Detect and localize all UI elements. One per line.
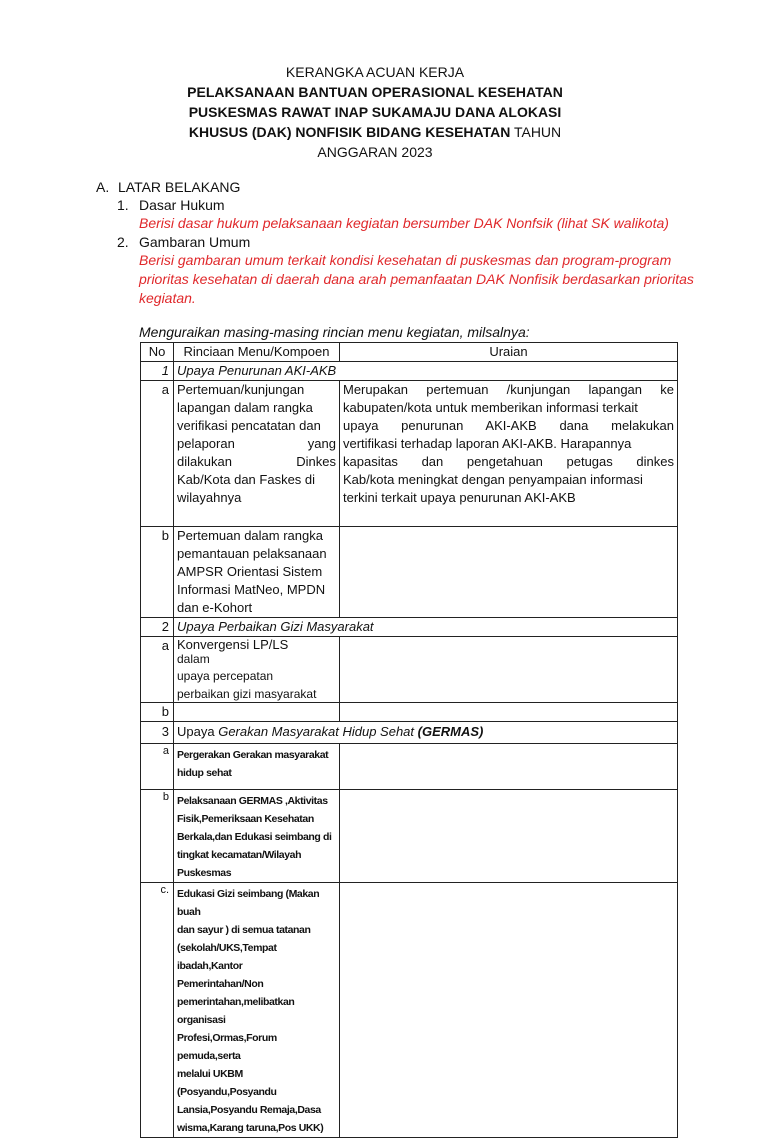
row-3b-menu-line: tingkat kecamatan/Wilayah — [177, 849, 302, 861]
row-3a-menu-line: Pergerakan Gerakan masyarakat — [177, 749, 329, 761]
row-1a-menu-line: Pertemuan/kunjungan — [177, 382, 305, 397]
table-row — [141, 381, 678, 527]
table-row — [141, 703, 678, 722]
row-1a-uraian-line: Merupakan pertemuan /kunjungan lapangan ke — [343, 382, 674, 397]
row-2b-number: b — [141, 703, 174, 722]
row-2a-menu-line: Konvergensi LP/LS — [177, 637, 289, 652]
row-2a-number: a — [141, 637, 174, 703]
title-line-4-bold: KHUSUS (DAK) NONFISIK BIDANG KESEHATAN — [188, 124, 511, 140]
header-no: No — [141, 343, 174, 362]
group-1-title: Upaya Penurunan AKI-AKB — [174, 362, 678, 381]
title-line-3: PUSKESMAS RAWAT INAP SUKAMAJU DANA ALOKASI — [188, 104, 562, 120]
row-3a-uraian — [340, 744, 678, 790]
row-2a-menu-line: upaya percepatan — [177, 669, 274, 683]
row-1b-menu-line: Informasi MatNeo, MPDN — [177, 582, 326, 597]
group-row-3 — [141, 722, 678, 744]
section-a-label: A. — [96, 179, 110, 195]
table-intro: Menguraikan masing-masing rincian menu kegiatan, milsalnya: — [139, 324, 530, 340]
item-2-note-line-2: prioritas kesehatan di daerah dana arah pemanfaatan DAK Nonfisik berdasarkan prioritas — [139, 271, 694, 287]
title-line-2: PELAKSANAAN BANTUAN OPERASIONAL KESEHATAN — [187, 84, 563, 100]
table-row — [141, 637, 678, 703]
row-3c-menu-line: melalui UKBM (Posyandu,Posyandu — [177, 1068, 277, 1098]
item-1-number: 1. — [117, 197, 129, 213]
item-1-note: Berisi dasar hukum pelaksanaan kegiatan bersumber DAK Nonfsik (lihat SK walikota) — [139, 215, 669, 231]
row-1a-menu-line: wilayahnya — [177, 490, 242, 505]
section-a-title: LATAR BELAKANG — [118, 179, 241, 195]
row-2b-uraian — [340, 703, 678, 722]
row-1a-menu-line: dilakukan Dinkes — [177, 454, 336, 469]
row-2b-menu — [174, 703, 340, 722]
row-3c-uraian — [340, 883, 678, 1138]
row-2a-menu-line: perbaikan gizi masyarakat — [177, 687, 317, 701]
row-1a-menu-line: lapangan dalam rangka — [177, 400, 313, 415]
title-line-4-rest: TAHUN — [510, 124, 562, 140]
group-3-title-bold: (GERMAS) — [417, 724, 484, 739]
item-2-title: Gambaran Umum — [139, 234, 251, 250]
title-line-1: KERANGKA ACUAN KERJA — [285, 64, 465, 80]
row-1b-menu-line: AMPSR Orientasi Sistem — [177, 564, 323, 579]
group-row-1 — [141, 362, 678, 381]
row-3c-menu-line: wisma,Karang taruna,Pos UKK) — [177, 1122, 324, 1134]
row-1a-menu-line: pelaporan yang — [177, 436, 336, 451]
row-1a-menu-line: verifikasi pencatatan dan — [177, 418, 321, 433]
table-header-row — [141, 343, 678, 362]
row-3b-number: b — [141, 790, 174, 883]
title-line-5: ANGGARAN 2023 — [317, 144, 433, 160]
row-3c-number: c. — [141, 883, 174, 1138]
table-row — [141, 744, 678, 790]
row-1a-uraian-line: kapasitas dan pengetahuan petugas dinkes — [343, 454, 674, 469]
row-3c-menu-line: Profesi,Ormas,Forum pemuda,serta — [177, 1032, 277, 1062]
row-1a-uraian-line: vertifikasi terhadap laporan AKI-AKB. Harapannya — [343, 436, 632, 451]
row-1a-uraian-line: Kab/kota meningkat dengan penyampaian informasi — [343, 472, 643, 487]
item-2-note-line-3: kegiatan. — [139, 290, 196, 306]
row-3b-uraian — [340, 790, 678, 883]
row-2a-menu-line: dalam — [177, 652, 210, 666]
row-3c-menu-line: Pemerintahan/Non — [177, 978, 264, 990]
row-3b-menu-line: Berkala,dan Edukasi seimbang di — [177, 831, 332, 843]
row-3a-number: a — [141, 744, 174, 790]
row-3a-menu — [174, 744, 340, 790]
header-uraian: Uraian — [340, 343, 678, 362]
row-3c-menu-line: Edukasi Gizi seimbang (Makan buah — [177, 888, 320, 918]
row-3c-menu-line: (sekolah/UKS,Tempat ibadah,Kantor — [177, 942, 277, 972]
group-3-title-plain: Upaya — [177, 724, 219, 739]
row-1a-number: a — [141, 381, 174, 527]
header-menu: Rinciaan Menu/Kompoen — [174, 343, 340, 362]
row-1b-menu-line: pemantauan pelaksanaan — [177, 546, 327, 561]
row-1b-menu — [174, 527, 340, 618]
row-3b-menu — [174, 790, 340, 883]
table-row — [141, 790, 678, 883]
row-1b-menu-line: dan e-Kohort — [177, 600, 253, 615]
group-3-title — [174, 722, 678, 744]
row-3c-menu-line: pemerintahan,melibatkan organisasi — [177, 996, 295, 1026]
row-1b-menu-line: Pertemuan dalam rangka — [177, 528, 323, 543]
row-3c-menu-line: dan sayur ) di semua tatanan — [177, 924, 311, 936]
title-line-4 — [140, 122, 610, 142]
menu-table — [140, 342, 678, 1138]
row-1b-number: b — [141, 527, 174, 618]
item-2-number: 2. — [117, 234, 129, 250]
group-3-number: 3 — [141, 722, 174, 744]
group-2-number: 2 — [141, 618, 174, 637]
row-1a-menu — [174, 381, 340, 527]
item-1-title: Dasar Hukum — [139, 197, 225, 213]
group-row-2 — [141, 618, 678, 637]
row-2a-menu — [174, 637, 340, 703]
group-1-number: 1 — [141, 362, 174, 381]
row-3c-menu — [174, 883, 340, 1138]
row-3c-menu-line: Lansia,Posyandu Remaja,Dasa — [177, 1104, 321, 1116]
row-3b-menu-line: Puskesmas — [177, 867, 232, 879]
table-row — [141, 527, 678, 618]
row-3b-menu-line: Pelaksanaan GERMAS ,Aktivitas — [177, 795, 328, 807]
group-2-title: Upaya Perbaikan Gizi Masyarakat — [174, 618, 678, 637]
table-row — [141, 883, 678, 1138]
row-1a-menu-line: Kab/Kota dan Faskes di — [177, 472, 316, 487]
row-1a-uraian-line: terkini terkait upaya penurunan AKI-AKB — [343, 490, 576, 505]
group-3-title-italic: Gerakan Masyarakat Hidup Sehat — [218, 724, 418, 739]
row-1a-uraian-line: kabupaten/kota untuk memberikan informasi terkait — [343, 400, 638, 415]
row-3a-menu-line: hidup sehat — [177, 767, 232, 779]
row-3b-menu-line: Fisik,Pemeriksaan Kesehatan — [177, 813, 314, 825]
row-1a-uraian — [340, 381, 678, 527]
item-2-note-line-1: Berisi gambaran umum terkait kondisi kesehatan di puskesmas dan program-program — [139, 252, 672, 268]
row-1a-uraian-line: upaya penurunan AKI-AKB dana melakukan — [343, 418, 674, 433]
document-title — [140, 62, 610, 162]
row-2a-uraian — [340, 637, 678, 703]
row-1b-uraian — [340, 527, 678, 618]
